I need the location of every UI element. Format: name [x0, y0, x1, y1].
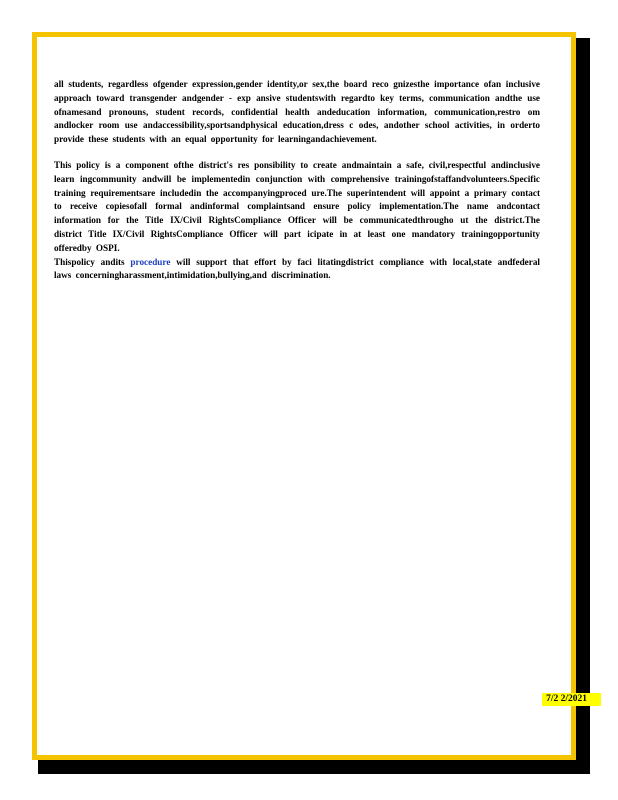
- paragraph-compliance-start: Thispolicy andits: [54, 256, 131, 267]
- document-body: [54, 78, 540, 283]
- procedure-term: procedure: [130, 256, 171, 267]
- paragraph-responsibility: This policy is a component ofthe district's res ponsibility to create andmaintain a safe, civil,respectful andinclusive learn ingcommunity andwill be implementedin conjunction with comprehensive trainingofstaffandvolunteers.Specific training requirementsare includedin the accompanyingproced ure.The superintendent will appoint a primary contact to receive copiesofall formal andinformal complaintsand ensure policy implementation.The name andcontact information for the Title IX/Civil RightsCompliance Officer will be communicatedthrougho ut the district.The district Title IX/Civil RightsCompliance Officer will part icipate in at least one mandatory trainingopportunity offeredby OSPI.: [54, 159, 540, 253]
- footer-date: 7/2 2/2021: [542, 693, 601, 706]
- paragraph-compliance: [54, 256, 540, 284]
- paragraph-inclusion: all students, regardless ofgender expression,gender identity,or sex,the board reco gnizesthe importance ofan inclusive approach toward transgender andgender - exp ansive studentswith regardto key terms, communication andthe use ofnamesand pronouns, student records, confidential health andeducation information, communication,restro om andlocker room use andaccessibility,sportsandphysical education,dress c odes, andother school activities, in orderto provide these students with an equal opportunity for learningandachievement.: [54, 79, 540, 145]
- paragraph-compliance-end: will support that effort by faci litatingdistrict compliance with local,state andfederal laws concerningharassment,intimidation,bullying,and discrimination.: [54, 256, 540, 281]
- document-page: [32, 32, 576, 760]
